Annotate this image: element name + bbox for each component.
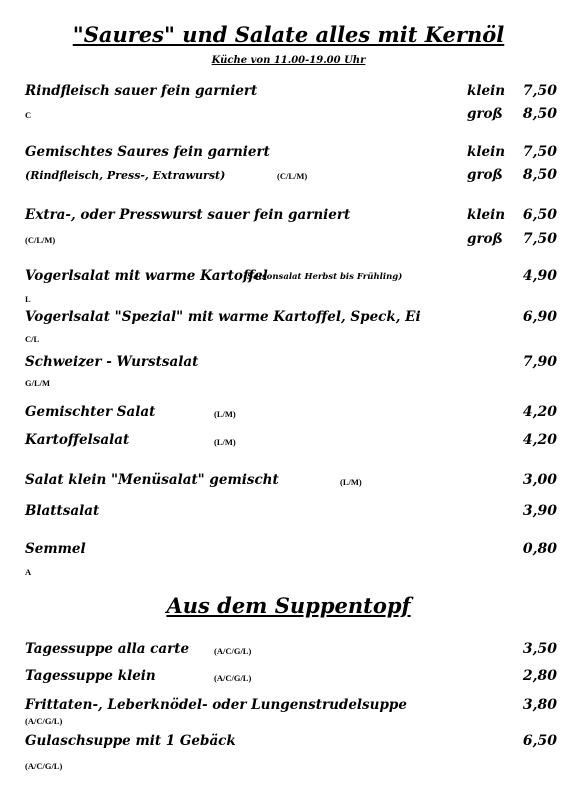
price: 6,50 [522,733,557,749]
price: 3,90 [522,503,557,519]
allergen-code: (L/M) [340,477,362,487]
price: 4,20 [522,404,557,420]
menu-item-description: (Rindfleisch, Press-, Extrawurst) [25,169,226,182]
soup-item-name: Tagessuppe alla carte [25,641,190,657]
menu-item-name: Vogerlsalat "Spezial" mit warme Kartoffel, Speck, Ei [25,309,421,325]
price: 7,50 [522,231,557,247]
allergen-code: (L/M) [214,437,236,447]
allergen-code: A [25,567,32,577]
price: 4,90 [522,268,557,284]
menu-item-name: Vogerlsalat mit warme Kartoffel [25,268,268,284]
menu-item-name: Blattsalat [25,503,100,519]
section-title: Aus dem Suppentopf [166,593,411,618]
menu-item-name: Gemischtes Saures fein garniert [25,144,270,160]
allergen-code: (L/M) [214,409,236,419]
price: 7,50 [522,144,557,160]
allergen-code: (A/C/G/L) [214,646,252,656]
menu-item-note: (Saisonsalat Herbst bis Frühling) [243,272,403,282]
menu-item-name: Rindfleisch sauer fein garniert [25,83,258,99]
size-label: groß [467,231,503,247]
price: 4,20 [522,432,557,448]
price: 7,50 [522,83,557,99]
size-label: klein [467,207,506,223]
menu-item-name: Gemischter Salat [25,404,156,420]
price: 8,50 [522,106,557,122]
soup-item-name: Gulaschsuppe mit 1 Gebäck [25,733,236,749]
menu-item-name: Extra-, oder Presswurst sauer fein garniert [25,207,351,223]
allergen-code: (A/C/G/L) [25,716,63,726]
menu-item-name: Semmel [25,541,86,557]
size-label: klein [467,144,506,160]
soup-item-name: Tagessuppe klein [25,668,156,684]
price: 6,90 [522,309,557,325]
allergen-code: G/L/M [25,378,51,388]
price: 3,00 [522,472,557,488]
allergen-code: (A/C/G/L) [25,761,63,771]
size-label: groß [467,167,503,183]
price: 0,80 [522,541,557,557]
price: 7,90 [522,354,557,370]
size-label: klein [467,83,506,99]
allergen-code: L [25,294,31,304]
allergen-code: (A/C/G/L) [214,673,252,683]
page-title: "Saures" und Salate alles mit Kernöl [72,22,505,47]
menu-item-name: Salat klein "Menüsalat" gemischt [25,472,279,488]
allergen-code: C [25,110,32,120]
price: 2,80 [522,668,557,684]
page-subtitle: Küche von 11.00-19.00 Uhr [211,55,366,66]
price: 3,50 [522,641,557,657]
allergen-code: (C/L/M) [277,171,308,181]
allergen-code: (C/L/M) [25,235,56,245]
price: 8,50 [522,167,557,183]
menu-item-name: Kartoffelsalat [25,432,130,448]
soup-item-name: Frittaten-, Leberknödel- oder Lungenstrudelsuppe [25,697,407,713]
allergen-code: C/L [25,334,40,344]
price: 6,50 [522,207,557,223]
size-label: groß [467,106,503,122]
menu-item-name: Schweizer - Wurstsalat [25,354,199,370]
price: 3,80 [522,697,557,713]
